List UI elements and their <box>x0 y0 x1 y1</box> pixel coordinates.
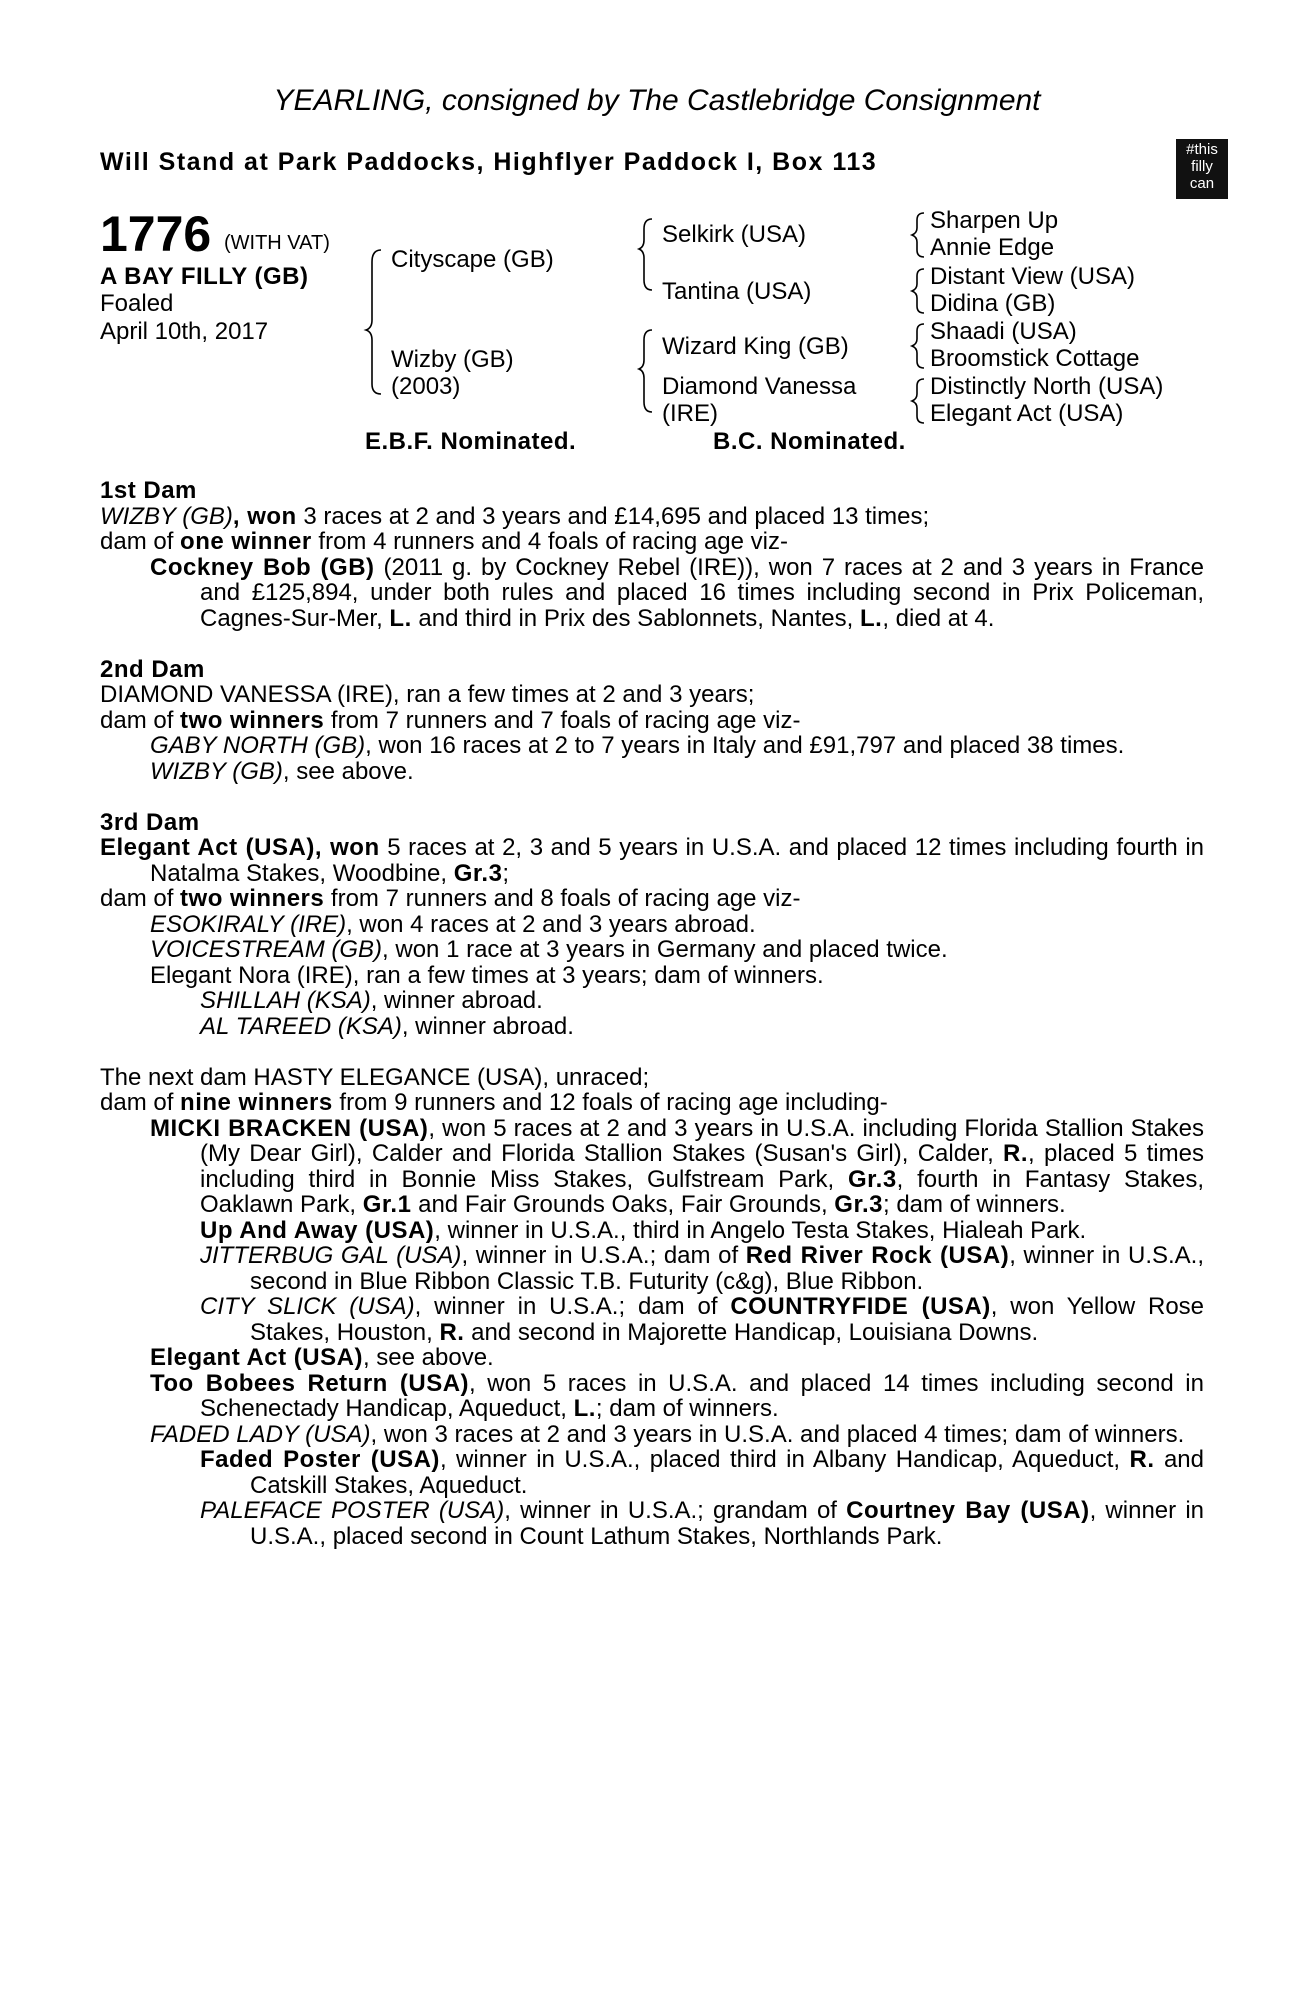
text: , placed 5 times including third in Bonnie Miss Stakes, Gulfstream Park, <box>200 1140 1204 1193</box>
dam-of-line <box>100 529 1204 555</box>
gen3-name: Annie Edge <box>930 234 1055 261</box>
restricted-marker: R. <box>1003 1140 1029 1167</box>
text: , see above. <box>362 1344 494 1371</box>
text: from 4 runners and 4 foals of racing age viz- <box>311 528 788 555</box>
text: , won 16 races at 2 to 7 years in Italy and £91,797 and placed 38 times. <box>365 732 1125 759</box>
horse-name: COUNTRYFIDE (USA) <box>730 1293 991 1320</box>
gen3-brace-4 <box>912 379 924 423</box>
gen3-name: Broomstick Cottage <box>930 345 1140 372</box>
text: , winner in U.S.A., placed second in Count Lathum Stakes, Northlands Park. <box>250 1497 1205 1550</box>
text: , winner in U.S.A., second in Blue Ribbon Classic T.B. Futurity (c&g), Blue Ribbon. <box>250 1242 1205 1295</box>
gen3-name: Elegant Act (USA) <box>930 400 1124 427</box>
winners-count: one winner <box>180 528 312 555</box>
text: ; <box>502 859 510 887</box>
horse-name: FADED LADY (USA) <box>150 1420 371 1448</box>
produce-record <box>100 478 1204 1575</box>
progeny-entry <box>100 912 1204 938</box>
text: and second in Majorette Handicap, Louisiana Downs. <box>464 1318 1039 1346</box>
text: (2011 g. by Cockney Rebel (IRE)), won 7 races at 2 and 3 years in France and £125,894, under both rules and placed 16 times including second in Prix Policeman, Cagnes-Sur-Mer, <box>200 553 1205 632</box>
horse-name: Courtney Bay (USA) <box>846 1497 1090 1524</box>
grand-progeny-entry <box>100 988 1204 1014</box>
horse-name: Elegant Act (USA) <box>150 1344 363 1371</box>
dam-of-line <box>100 708 1204 734</box>
grand-progeny-entry <box>100 1294 1204 1345</box>
text: from 7 runners and 8 foals of racing age viz- <box>324 885 801 912</box>
progeny-entry <box>100 1371 1204 1422</box>
text: from 9 runners and 12 foals of racing age including- <box>332 1089 888 1116</box>
dam-sire: Wizard King (GB) <box>662 333 849 360</box>
horse-name: AL TAREED (KSA) <box>200 1012 402 1040</box>
text: , won 1 race at 3 years in Germany and placed twice. <box>382 936 948 963</box>
gen3-name: Shaadi (USA) <box>930 318 1077 345</box>
next-dam-section <box>100 1065 1204 1550</box>
text: , won 4 races at 2 and 3 years abroad. <box>346 910 756 938</box>
sire-sire: Selkirk (USA) <box>662 221 807 248</box>
text: , winner abroad. <box>370 987 543 1014</box>
grade-marker: Gr.3 <box>453 859 503 887</box>
winners-count: nine winners <box>180 1089 333 1116</box>
dam-dam-country: (IRE) <box>662 400 718 427</box>
second-dam-section <box>100 657 1204 785</box>
grand-progeny-entry <box>100 1014 1204 1040</box>
restricted-marker: R. <box>439 1318 465 1346</box>
dam-line <box>100 835 1204 886</box>
page-title: YEARLING, consigned by The Castlebridge Consignment <box>273 84 1041 117</box>
horse-name: Faded Poster (USA) <box>200 1446 440 1473</box>
text: , winner in U.S.A.; dam of <box>461 1242 746 1269</box>
gen3-name: Didina (GB) <box>930 290 1056 317</box>
horse-name: Elegant Act (USA) <box>100 834 315 861</box>
gen3-brace-2 <box>912 269 924 313</box>
badge-line: filly <box>1191 158 1213 175</box>
section-heading: 2nd Dam <box>100 655 205 683</box>
progeny-entry <box>100 1422 1204 1448</box>
ebf-nominated: E.B.F. Nominated. <box>365 428 577 455</box>
dam-year: (2003) <box>391 373 461 400</box>
horse-name: Too Bobees Return (USA) <box>150 1369 470 1397</box>
dam-of-line <box>100 1090 1204 1116</box>
third-dam-section <box>100 810 1204 1040</box>
dam-line: DIAMOND VANESSA (IRE), ran a few times at 2 and 3 years; <box>100 681 755 708</box>
section-heading: 3rd Dam <box>100 808 200 836</box>
text: 5 races at 2, 3 and 5 years in U.S.A. and placed 12 times including fourth in Natalma Stakes, Woodbine, <box>150 834 1204 887</box>
text: and Fair Grounds Oaks, Fair Grounds, <box>411 1191 835 1218</box>
gen3-name: Distant View (USA) <box>930 263 1135 290</box>
progeny-entry <box>100 759 1204 785</box>
text: dam of <box>100 706 181 734</box>
horse-name: VOICESTREAM (GB) <box>150 936 383 963</box>
horse-name: Red River Rock (USA) <box>745 1242 1010 1269</box>
text: and Catskill Stakes, Aqueduct. <box>250 1446 1204 1499</box>
gen3-brace-1 <box>912 213 924 257</box>
section-heading: 1st Dam <box>100 477 197 504</box>
horse-name: JITTERBUG GAL (USA) <box>200 1242 462 1269</box>
text: ; dam of winners. <box>882 1191 1066 1218</box>
badge-line: #this <box>1186 141 1218 158</box>
gen3-name: Sharpen Up <box>930 207 1059 234</box>
dam-line: The next dam HASTY ELEGANCE (USA), unraced; <box>100 1063 650 1091</box>
progeny-entry <box>100 1116 1204 1218</box>
progeny-entry <box>100 1345 1204 1371</box>
first-dam-section <box>100 478 1204 631</box>
stabling-info: Will Stand at Park Paddocks, Highflyer Paddock I, Box 113 <box>100 148 878 176</box>
gen2-brace-lower <box>639 330 652 412</box>
vat-note: (WITH VAT) <box>224 232 330 254</box>
foaled-label: Foaled <box>100 290 174 317</box>
won-text: , won <box>314 834 380 861</box>
grand-progeny-entry <box>100 1498 1204 1549</box>
text: , won 5 races at 2 and 3 years in U.S.A. including Florida Stallion Stakes (My Dear Girl), Calder and Florida Stallion Stakes (Susan's Girl), Calder, <box>200 1114 1205 1167</box>
horse-name: MICKI BRACKEN (USA) <box>150 1114 429 1142</box>
horse-name: CITY SLICK (USA) <box>200 1293 415 1320</box>
text: , won 5 races in U.S.A. and placed 14 times including second in Schenectady Handicap, Aqueduct, <box>200 1369 1204 1422</box>
bc-nominated: B.C. Nominated. <box>713 428 906 455</box>
horse-name: ESOKIRALY (IRE) <box>150 910 347 938</box>
text: , winner in U.S.A.; dam of <box>414 1293 731 1320</box>
dam-name: Wizby (GB) <box>391 346 514 373</box>
won-text: , won <box>232 502 297 530</box>
text: dam of <box>100 885 181 912</box>
dam-of-line <box>100 886 1204 912</box>
listed-marker: L. <box>389 604 412 632</box>
lot-number: 1776 <box>100 206 212 262</box>
grade-marker: Gr.3 <box>847 1165 897 1193</box>
dam-dam: Diamond Vanessa <box>662 373 857 400</box>
text: , winner abroad. <box>401 1012 574 1040</box>
progeny-entry: Elegant Nora (IRE), ran a few times at 3 years; dam of winners. <box>150 961 824 989</box>
horse-name: Cockney Bob (GB) <box>150 553 375 581</box>
horse-name: PALEFACE POSTER (USA) <box>200 1497 505 1524</box>
text: , winner in U.S.A.; grandam of <box>504 1497 847 1524</box>
horse-name: GABY NORTH (GB) <box>150 732 366 759</box>
gen1-brace <box>366 250 381 394</box>
sire-dam: Tantina (USA) <box>662 278 812 305</box>
dam-line <box>100 504 1204 530</box>
foaled-date: April 10th, 2017 <box>100 318 269 345</box>
listed-marker: L. <box>573 1395 596 1422</box>
horse-name: Up And Away (USA) <box>200 1216 435 1244</box>
progeny-entry <box>100 555 1204 632</box>
listed-marker: L. <box>860 604 883 632</box>
progeny-entry <box>100 733 1204 759</box>
winners-count: two winners <box>180 885 325 912</box>
text: , won Yellow Rose Stakes, Houston, <box>250 1293 1205 1346</box>
horse-name: WIZBY (GB) <box>100 502 233 530</box>
grand-progeny-entry <box>100 1218 1204 1244</box>
gen3-brace-3 <box>912 324 924 368</box>
text: dam of <box>100 1089 181 1116</box>
grand-progeny-entry <box>100 1447 1204 1498</box>
grand-progeny-entry <box>100 1243 1204 1294</box>
grade-marker: Gr.3 <box>834 1191 883 1218</box>
text: from 7 runners and 7 foals of racing age viz- <box>324 706 801 734</box>
text: , winner in U.S.A., placed third in Albany Handicap, Aqueduct, <box>439 1446 1130 1473</box>
text: , see above. <box>282 757 414 785</box>
grade-marker: Gr.1 <box>362 1191 412 1218</box>
text: and third in Prix des Sablonnets, Nantes, <box>411 604 860 632</box>
record-text: 3 races at 2 and 3 years and £14,695 and placed 13 times; <box>296 502 930 530</box>
text: , fourth in Fantasy Stakes, Oaklawn Park, <box>200 1165 1204 1218</box>
winners-count: two winners <box>180 706 325 734</box>
text: dam of <box>100 528 181 555</box>
horse-name: WIZBY (GB) <box>150 757 283 785</box>
restricted-marker: R. <box>1129 1446 1155 1473</box>
badge-line: can <box>1189 175 1215 192</box>
progeny-entry <box>100 937 1204 963</box>
text: , won 3 races at 2 and 3 years in U.S.A. and placed 4 times; dam of winners. <box>370 1420 1185 1448</box>
text: ; dam of winners. <box>595 1395 779 1422</box>
text: , winner in U.S.A., third in Angelo Testa Stakes, Hialeah Park. <box>434 1216 1087 1244</box>
lot-description: A BAY FILLY (GB) <box>100 263 309 290</box>
gen2-brace-upper <box>639 219 652 290</box>
sire-name: Cityscape (GB) <box>391 246 554 273</box>
horse-name: SHILLAH (KSA) <box>200 987 371 1014</box>
gen3-name: Distinctly North (USA) <box>930 373 1164 400</box>
text: , died at 4. <box>882 604 995 632</box>
